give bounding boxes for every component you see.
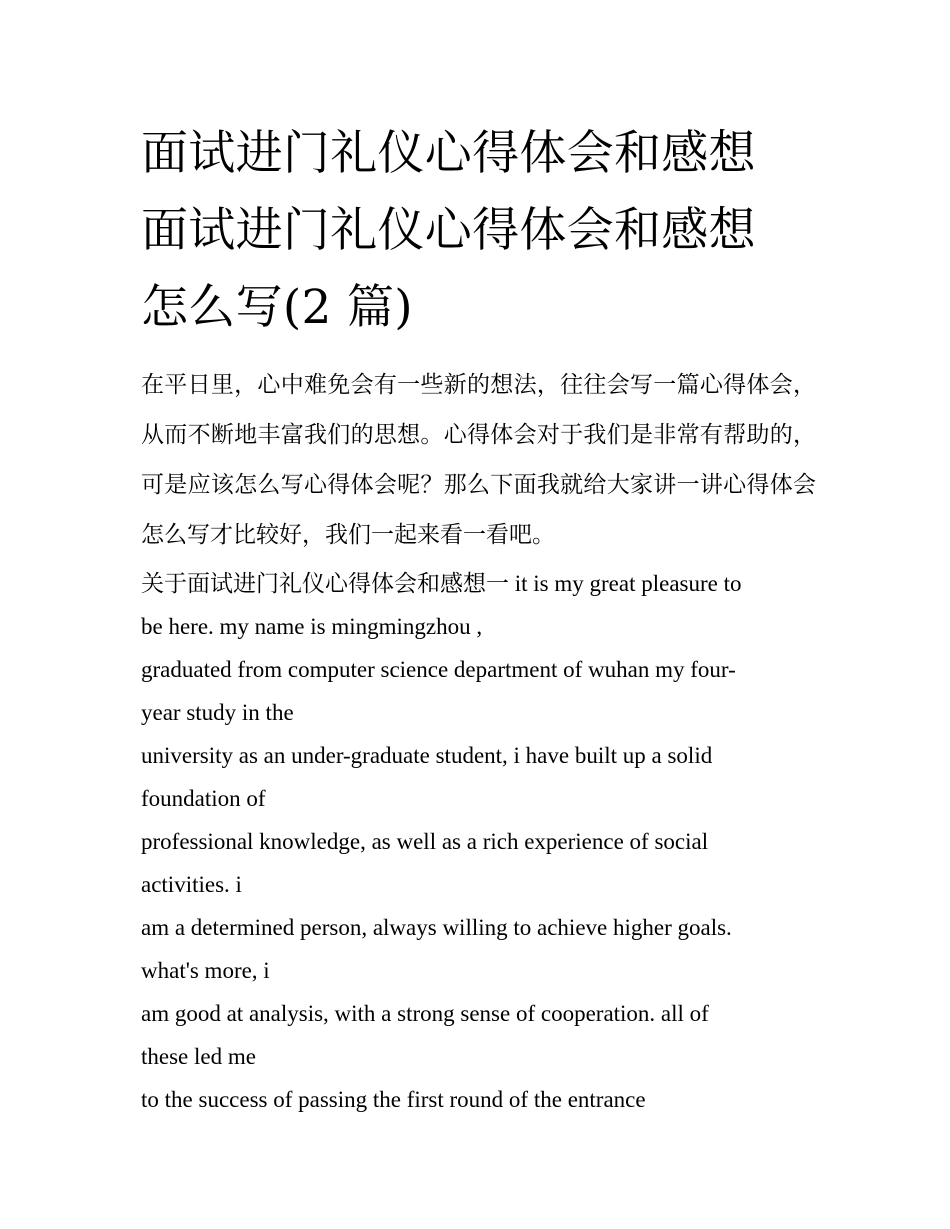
body-line: be here. my name is mingmingzhou ,: [141, 614, 483, 639]
body-line: activities. i: [141, 872, 242, 897]
body-line: to the success of passing the first round of the entrance: [141, 1087, 646, 1112]
body-line: 关于面试进门礼仪心得体会和感想一 it is my great pleasure to: [141, 571, 742, 596]
body-line: graduated from computer science department of wuhan my four-: [141, 657, 736, 682]
body-line: professional knowledge, as well as a rich experience of social: [141, 829, 709, 854]
body-line: am good at analysis, with a strong sense of cooperation. all of: [141, 1001, 709, 1026]
document-title: [141, 115, 816, 346]
intro-paragraph: 在平日里，心中难免会有一些新的想法，往往会写一篇心得体会，从而不断地丰富我们的思想。心得体会对于我们是非常有帮助的，可是应该怎么写心得体会呢？那么下面我就给大家讲一讲心得体会怎么写才比较好，我们一起来看一看吧。: [141, 372, 816, 548]
body-line: foundation of: [141, 786, 266, 811]
body-line: year study in the: [141, 700, 294, 725]
title-line: 面试进门礼仪心得体会和感想: [141, 203, 756, 258]
body-line: these led me: [141, 1044, 256, 1069]
body-text: [141, 562, 816, 1121]
document-content: [141, 115, 816, 1121]
body-line: am a determined person, always willing to achieve higher goals.: [141, 915, 732, 940]
body-line: university as an under-graduate student, i have built up a solid: [141, 743, 713, 768]
title-line: 怎么写(2 篇): [141, 280, 413, 335]
title-line: 面试进门礼仪心得体会和感想: [141, 126, 756, 181]
body-line: what's more, i: [141, 958, 270, 983]
